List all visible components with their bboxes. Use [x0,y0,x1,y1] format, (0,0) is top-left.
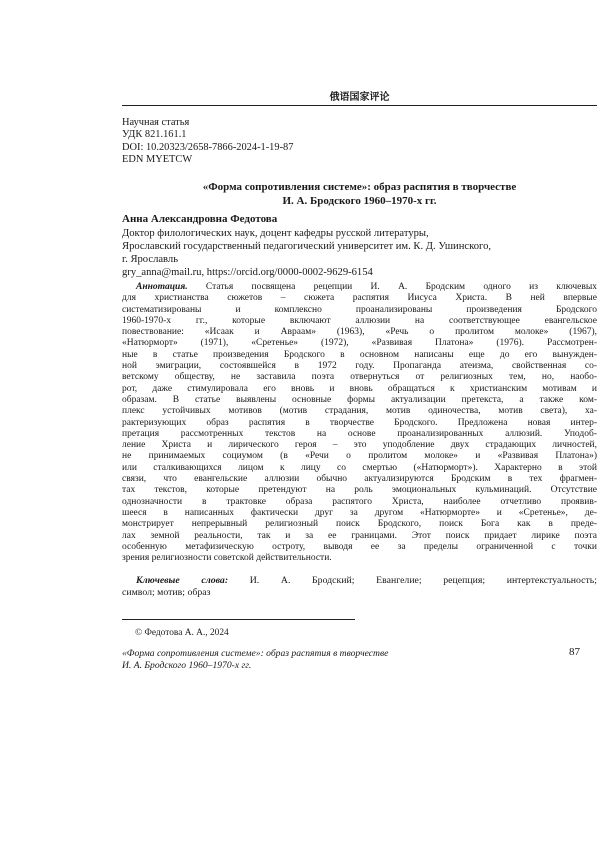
abstract-line: плекс устойчивых мотивов (мотив страдания, мотив одиночества, мотив света), ха- [122,406,597,417]
abstract-line: монстрирует непрерывный религиозный поиск Бродского, поиск Бога как в преде- [122,519,597,530]
abstract-line: особенную метафизическую остроту, выводя ее за пределы ограниченной с точки [122,541,597,552]
abstract-line: систематизированы и комплексно проанализированы произведения Бродского [122,304,597,315]
abstract-line: рот, даже стимулировала его вновь и вновь обращаться к христианским мотивам и [122,383,597,394]
article-meta [122,117,293,167]
footer-line-2: И. А. Бродского 1960–1970-х гг. [122,660,252,671]
keywords-line [122,575,597,587]
abstract-line: претация рассмотренных текстов на основе проанализированных аллюзий. Уподоб- [122,428,597,439]
footer-line-1: «Форма сопротивления системе»: образ распятия в творчестве [122,648,389,659]
page-number: 87 [569,646,580,658]
abstract-line: повествование: «Исаак и Авраам» (1963), «Речь о пролитом молоке» (1967), [122,327,597,338]
affiliation-line: Ярославский государственный педагогический университет им. К. Д. Ушинского, [122,241,492,252]
author-contacts: gry_anna@mail.ru, https://orcid.org/0000-0002-9629-6154 [122,267,373,278]
abstract-line: рактеризующих образ распятия в творчестве Бродского. Предложена новая интер- [122,417,597,428]
author-name: Анна Александровна Федотова [122,213,278,225]
abstract-line [122,282,597,293]
running-footer [122,648,388,672]
abstract-line: «Натюрморт» (1971), «Сретенье» (1972), «Развивая Платона» (1976). Рассмотрен- [122,338,597,349]
keywords-line: символ; мотив; образ [122,586,211,598]
abstract-line: не принимаемых социумом (в «Речи о пролитом молоке» и «Развивая Платона») [122,451,597,462]
abstract-line: связи, что евангельские аллюзии обычно актуализируются Бродским в тех фрагмен- [122,474,597,485]
article-title [122,181,597,208]
running-head: 俄语国家评论 [329,92,390,103]
keywords-first-line: И. А. Бродский; Евангелие; рецепция; интертекстуальность; [228,575,597,586]
abstract-line: лах земной реальности, так и за ее границами. Этот поиск придает лирике поэта [122,530,597,541]
abstract-line: тах текстов, которые претендуют на роль эмоциональных кульминаций. Отсутствие [122,485,597,496]
title-line-2: И. А. Бродского 1960–1970-х гг. [282,194,437,207]
abstract-label: Аннотация. [136,282,188,292]
abstract-line: однозначности в трактовке образа распятого Христа, наиболее отчетливо проявив- [122,496,597,507]
abstract-line: ной эмиграции, состоявшейся в 1972 году. Пропаганда атеизма, свойственная со- [122,361,597,372]
edn: EDN MYETCW [122,154,193,166]
keywords-label: Ключевые слова: [136,575,229,586]
abstract-line: для христианства сюжетов – сюжета распятия Иисуса Христа. В ней впервые [122,293,597,304]
abstract-line: шееся в написанных фактически друг за другом «Натюрморте» и «Сретенье», де- [122,507,597,518]
abstract-line: ление Христа и лирического героя – это уподобление двух страдающих личностей, [122,440,597,451]
footnote-rule [122,619,355,620]
abstract-line: зрения религиозности советской действительности. [122,553,332,564]
header-rule [122,105,597,106]
abstract-line: или сталкивающихся лицом к лицу со смертью («Натюрморт»). Характерно в этой [122,462,597,473]
abstract-line: образам. В статье выявлены основные формы актуализации претекста, а также ком- [122,394,597,405]
abstract-line: 1960-1970-х гг., которые включают аллюзии на соответствующее евангельское [122,315,597,326]
affiliation-line: г. Ярославль [122,254,179,265]
udc-code: УДК 821.161.1 [122,129,187,141]
abstract-line: ветскому обществу, не заставила поэта отвернуться от религиозных тем, но, наобо- [122,372,597,383]
copyright-notice: © Федотова А. А., 2024 [135,628,229,638]
keywords [122,575,597,599]
article-type: Научная статья [122,117,190,128]
author-affiliation [122,227,491,279]
abstract-line: ные в статье произведения Бродского в основном написаны еще до его вынужден- [122,349,597,360]
abstract-first-line: Статья посвящена рецепции И. А. Бродским одного из ключевых [187,282,597,292]
abstract [122,282,597,564]
title-line-1: «Форма сопротивления системе»: образ распятия в творчестве [202,181,517,193]
affiliation-line: Доктор филологических наук, доцент кафедры русской литературы, [122,228,429,239]
doi: DOI: 10.20323/2658-7866-2024-1-19-87 [122,141,294,153]
